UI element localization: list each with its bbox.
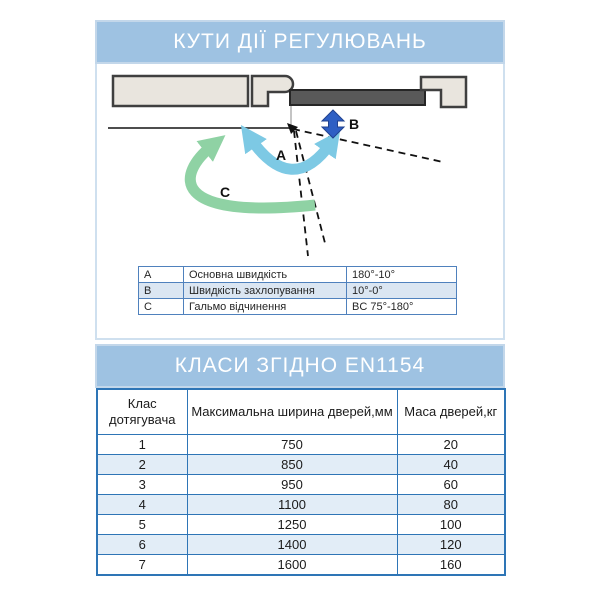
cell-class: 5 [97, 515, 187, 535]
cell-mass: 100 [397, 515, 505, 535]
angle-value: BC 75°-180° [347, 299, 457, 315]
adjustment-angles-diagram [95, 64, 505, 340]
cell-width: 1250 [187, 515, 397, 535]
angle-row-a [139, 267, 457, 283]
label-c: C [219, 184, 231, 200]
door-leaf-closed [290, 90, 425, 105]
cell-class: 1 [97, 435, 187, 455]
angle-name: Швидкість захлопування [184, 283, 347, 299]
section2-title-text: КЛАСИ ЗГІДНО EN1154 [174, 354, 426, 377]
cell-width: 850 [187, 455, 397, 475]
arrow-c-opening-brake [190, 145, 315, 208]
table-row [97, 475, 505, 495]
table-header-row [97, 389, 505, 435]
document-page [95, 20, 505, 576]
cell-class: 6 [97, 535, 187, 555]
cell-width: 950 [187, 475, 397, 495]
wall-right-jamb [421, 77, 466, 107]
hinge-frame-piece [252, 76, 293, 106]
table-row [97, 555, 505, 576]
en1154-section [95, 344, 505, 576]
cell-mass: 60 [397, 475, 505, 495]
angle-key: C [139, 299, 184, 315]
angle-name: Гальмо відчинення [184, 299, 347, 315]
header-mass: Маса дверей,кг [397, 389, 505, 435]
section1-title-text: КУТИ ДІЇ РЕГУЛЮВАНЬ [173, 30, 427, 53]
cell-mass: 20 [397, 435, 505, 455]
section1-title [95, 20, 505, 64]
table-row [97, 455, 505, 475]
cell-class: 2 [97, 455, 187, 475]
wall-left [113, 76, 248, 106]
cell-width: 750 [187, 435, 397, 455]
angle-key: B [139, 283, 184, 299]
section2-title [95, 344, 505, 388]
cell-width: 1400 [187, 535, 397, 555]
cell-class: 4 [97, 495, 187, 515]
table-row [97, 535, 505, 555]
label-b: B [348, 116, 360, 132]
cell-class: 3 [97, 475, 187, 495]
header-class: Клас дотягувача [97, 389, 187, 435]
arrow-b-latch-speed [322, 110, 344, 138]
angle-name: Основна швидкість [184, 267, 347, 283]
table-row [97, 435, 505, 455]
cell-class: 7 [97, 555, 187, 576]
angle-value: 10°-0° [347, 283, 457, 299]
en1154-class-table [96, 388, 506, 576]
angle-row-b [139, 283, 457, 299]
cell-mass: 120 [397, 535, 505, 555]
header-width: Максимальна ширина дверей,мм [187, 389, 397, 435]
arrow-a-main-speed [250, 138, 331, 169]
table-row [97, 515, 505, 535]
cell-width: 1600 [187, 555, 397, 576]
table-row [97, 495, 505, 515]
angle-value: 180°-10° [347, 267, 457, 283]
angle-legend-table [138, 266, 457, 315]
dashed-line-near-closed-1 [294, 131, 308, 256]
label-a: A [275, 147, 287, 163]
cell-mass: 160 [397, 555, 505, 576]
cell-mass: 80 [397, 495, 505, 515]
cell-width: 1100 [187, 495, 397, 515]
cell-mass: 40 [397, 455, 505, 475]
angle-key: A [139, 267, 184, 283]
angle-row-c [139, 299, 457, 315]
